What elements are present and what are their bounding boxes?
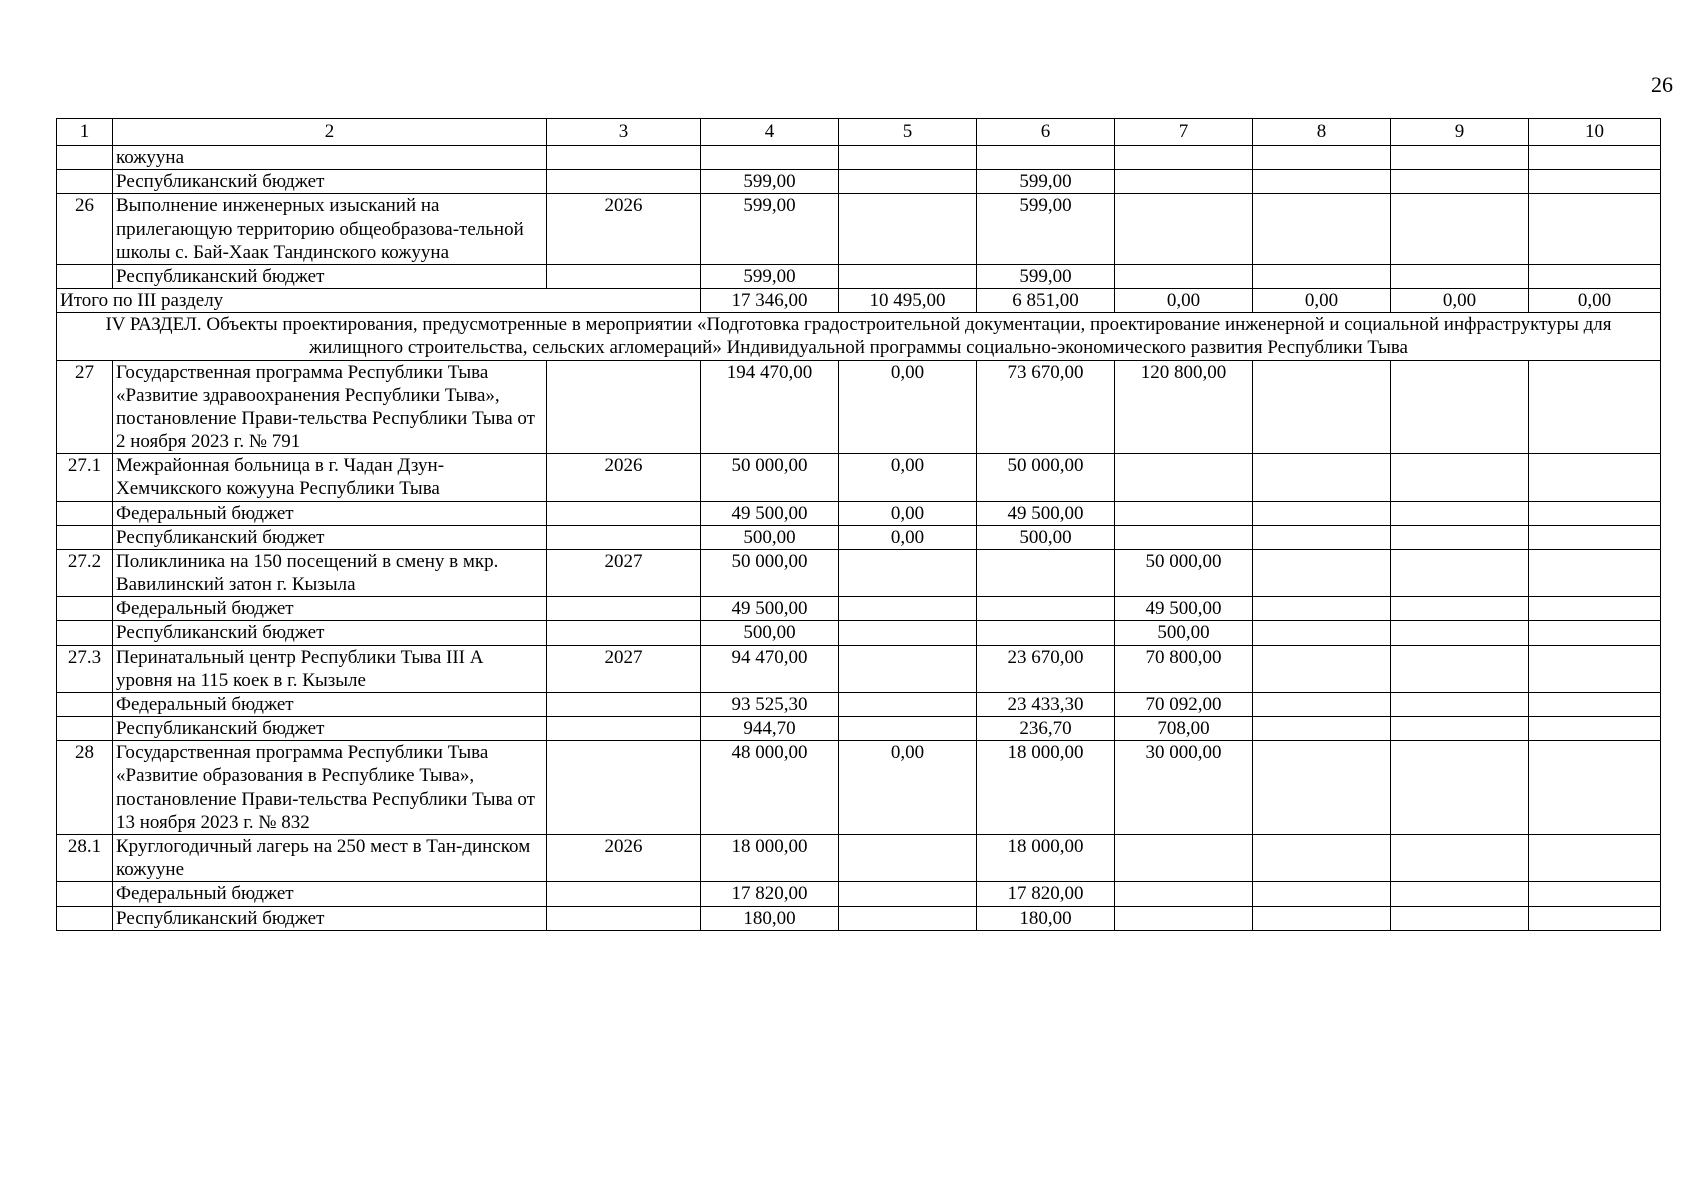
cell-c8 — [1253, 717, 1391, 741]
cell-c10 — [1529, 360, 1661, 454]
cell-year — [547, 501, 701, 525]
cell-c8 — [1253, 645, 1391, 692]
cell-c7: 30 000,00 — [1115, 741, 1253, 835]
cell-c7 — [1115, 882, 1253, 906]
cell-c10 — [1529, 194, 1661, 265]
section-title: IV РАЗДЕЛ. Объекты проектирования, предусмотренные в мероприятии «Подготовка градостроительной документации, проектирование инженерной и социальной инфраструктуры для жилищного строительства, сельских агломераций» Индивидуальной программы социально-экономического развития Республики Тыва — [57, 313, 1661, 360]
cell-c9 — [1391, 146, 1529, 170]
cell-name: Республиканский бюджет — [113, 264, 547, 288]
cell-c8 — [1253, 194, 1391, 265]
cell-c8 — [1253, 170, 1391, 194]
cell-c5 — [839, 194, 977, 265]
cell-year — [547, 906, 701, 930]
section-4-body — [57, 360, 1661, 930]
cell-c6: 23 433,30 — [977, 692, 1115, 716]
cell-c5: 0,00 — [839, 525, 977, 549]
cell-year: 2026 — [547, 194, 701, 265]
cell-c5 — [839, 834, 977, 881]
cell-year: 2026 — [547, 454, 701, 501]
column-header: 6 — [977, 119, 1115, 146]
table-row — [57, 360, 1661, 454]
cell-c9 — [1391, 645, 1529, 692]
total-cell: 10 495,00 — [839, 289, 977, 313]
table-row — [57, 264, 1661, 288]
cell-c8 — [1253, 741, 1391, 835]
cell-c9 — [1391, 454, 1529, 501]
cell-nr — [57, 882, 113, 906]
cell-name: Федеральный бюджет — [113, 501, 547, 525]
cell-c7 — [1115, 834, 1253, 881]
cell-c5 — [839, 170, 977, 194]
section-title-row — [57, 313, 1661, 360]
cell-year: 2026 — [547, 834, 701, 881]
cell-year — [547, 741, 701, 835]
cell-c7: 500,00 — [1115, 621, 1253, 645]
cell-c8 — [1253, 597, 1391, 621]
table-row — [57, 906, 1661, 930]
total-row — [57, 289, 1661, 313]
cell-c9 — [1391, 525, 1529, 549]
cell-c4: 599,00 — [701, 194, 839, 265]
cell-c4: 94 470,00 — [701, 645, 839, 692]
cell-c4: 17 820,00 — [701, 882, 839, 906]
table-row — [57, 717, 1661, 741]
cell-c10 — [1529, 717, 1661, 741]
cell-c10 — [1529, 264, 1661, 288]
cell-name: Федеральный бюджет — [113, 597, 547, 621]
cell-c4: 50 000,00 — [701, 549, 839, 596]
cell-c6: 50 000,00 — [977, 454, 1115, 501]
cell-c4 — [701, 146, 839, 170]
cell-name: Федеральный бюджет — [113, 882, 547, 906]
cell-c10 — [1529, 741, 1661, 835]
cell-c7 — [1115, 194, 1253, 265]
cell-year — [547, 692, 701, 716]
cell-c10 — [1529, 170, 1661, 194]
cell-c9 — [1391, 194, 1529, 265]
cell-year — [547, 264, 701, 288]
total-section — [57, 289, 1661, 361]
table-row — [57, 146, 1661, 170]
cell-nr — [57, 525, 113, 549]
cell-nr: 27 — [57, 360, 113, 454]
cell-nr — [57, 621, 113, 645]
cell-year — [547, 170, 701, 194]
total-label: Итого по III разделу — [57, 289, 701, 313]
cell-c4: 599,00 — [701, 170, 839, 194]
cell-nr — [57, 717, 113, 741]
cell-c7: 120 800,00 — [1115, 360, 1253, 454]
cell-c10 — [1529, 834, 1661, 881]
cell-c6: 18 000,00 — [977, 741, 1115, 835]
cell-c7: 708,00 — [1115, 717, 1253, 741]
cell-c7 — [1115, 454, 1253, 501]
cell-c10 — [1529, 645, 1661, 692]
cell-c9 — [1391, 621, 1529, 645]
column-header: 5 — [839, 119, 977, 146]
cell-nr — [57, 170, 113, 194]
table-row — [57, 645, 1661, 692]
total-cell: 0,00 — [1253, 289, 1391, 313]
cell-c7 — [1115, 501, 1253, 525]
cell-c6: 236,70 — [977, 717, 1115, 741]
cell-c10 — [1529, 597, 1661, 621]
cell-name: Межрайонная больница в г. Чадан Дзун-Хемчикского кожууна Республики Тыва — [113, 454, 547, 501]
cell-c5 — [839, 645, 977, 692]
cell-c4: 500,00 — [701, 525, 839, 549]
cell-name: Республиканский бюджет — [113, 525, 547, 549]
cell-c4: 18 000,00 — [701, 834, 839, 881]
table-row — [57, 882, 1661, 906]
cell-c4: 48 000,00 — [701, 741, 839, 835]
cell-c9 — [1391, 882, 1529, 906]
cell-c10 — [1529, 882, 1661, 906]
cell-c9 — [1391, 170, 1529, 194]
cell-nr — [57, 597, 113, 621]
cell-c10 — [1529, 525, 1661, 549]
cell-c9 — [1391, 549, 1529, 596]
cell-c5: 0,00 — [839, 360, 977, 454]
cell-c8 — [1253, 621, 1391, 645]
table-row — [57, 525, 1661, 549]
cell-name: Государственная программа Республики Тыва «Развитие образования в Республике Тыва», постановление Прави-тельства Республики Тыва от 13 ноября 2023 г. № 832 — [113, 741, 547, 835]
cell-c8 — [1253, 834, 1391, 881]
total-cell: 0,00 — [1529, 289, 1661, 313]
cell-c7 — [1115, 525, 1253, 549]
cell-c5: 0,00 — [839, 501, 977, 525]
cell-c6: 73 670,00 — [977, 360, 1115, 454]
cell-c8 — [1253, 501, 1391, 525]
cell-c5 — [839, 906, 977, 930]
cell-c10 — [1529, 692, 1661, 716]
cell-c10 — [1529, 549, 1661, 596]
cell-c4: 599,00 — [701, 264, 839, 288]
cell-c7 — [1115, 264, 1253, 288]
cell-c9 — [1391, 692, 1529, 716]
cell-c10 — [1529, 146, 1661, 170]
total-cell: 6 851,00 — [977, 289, 1115, 313]
cell-c6: 599,00 — [977, 194, 1115, 265]
table-row — [57, 621, 1661, 645]
table-row — [57, 549, 1661, 596]
cell-c6: 49 500,00 — [977, 501, 1115, 525]
cell-c10 — [1529, 621, 1661, 645]
column-header: 1 — [57, 119, 113, 146]
column-header: 4 — [701, 119, 839, 146]
column-header: 7 — [1115, 119, 1253, 146]
cell-c9 — [1391, 906, 1529, 930]
cell-year — [547, 621, 701, 645]
cell-year — [547, 525, 701, 549]
cell-c10 — [1529, 501, 1661, 525]
cell-c5 — [839, 717, 977, 741]
total-cell: 0,00 — [1115, 289, 1253, 313]
cell-c7 — [1115, 146, 1253, 170]
cell-nr: 28 — [57, 741, 113, 835]
cell-c8 — [1253, 882, 1391, 906]
cell-c5 — [839, 146, 977, 170]
table-row — [57, 454, 1661, 501]
cell-name: Федеральный бюджет — [113, 692, 547, 716]
page-number: 26 — [1651, 72, 1673, 97]
cell-c8 — [1253, 454, 1391, 501]
cell-c9 — [1391, 360, 1529, 454]
cell-name: Государственная программа Республики Тыва «Развитие здравоохранения Республики Тыва», постановление Прави-тельства Республики Тыва от 2 ноября 2023 г. № 791 — [113, 360, 547, 454]
cell-nr — [57, 692, 113, 716]
section-3-body — [57, 146, 1661, 289]
cell-c6: 500,00 — [977, 525, 1115, 549]
cell-c6: 18 000,00 — [977, 834, 1115, 881]
cell-c8 — [1253, 906, 1391, 930]
cell-year — [547, 717, 701, 741]
cell-c9 — [1391, 501, 1529, 525]
table-row — [57, 501, 1661, 525]
total-cell: 0,00 — [1391, 289, 1529, 313]
cell-c7 — [1115, 906, 1253, 930]
table-row — [57, 741, 1661, 835]
table-row — [57, 597, 1661, 621]
cell-c8 — [1253, 146, 1391, 170]
column-header: 8 — [1253, 119, 1391, 146]
cell-c5: 0,00 — [839, 454, 977, 501]
cell-nr — [57, 146, 113, 170]
cell-c10 — [1529, 454, 1661, 501]
cell-c4: 93 525,30 — [701, 692, 839, 716]
cell-c6: 17 820,00 — [977, 882, 1115, 906]
cell-c5 — [839, 264, 977, 288]
column-header: 3 — [547, 119, 701, 146]
cell-c4: 49 500,00 — [701, 501, 839, 525]
cell-c6 — [977, 621, 1115, 645]
cell-c8 — [1253, 549, 1391, 596]
cell-nr: 27.2 — [57, 549, 113, 596]
cell-c7: 70 800,00 — [1115, 645, 1253, 692]
cell-c4: 500,00 — [701, 621, 839, 645]
cell-nr — [57, 906, 113, 930]
cell-nr: 27.1 — [57, 454, 113, 501]
cell-c8 — [1253, 264, 1391, 288]
cell-c5 — [839, 549, 977, 596]
column-header: 9 — [1391, 119, 1529, 146]
cell-c7: 70 092,00 — [1115, 692, 1253, 716]
column-header: 2 — [113, 119, 547, 146]
cell-c5 — [839, 597, 977, 621]
cell-year: 2027 — [547, 645, 701, 692]
cell-c4: 180,00 — [701, 906, 839, 930]
total-cell: 17 346,00 — [701, 289, 839, 313]
cell-c6: 599,00 — [977, 170, 1115, 194]
cell-c9 — [1391, 264, 1529, 288]
cell-c8 — [1253, 525, 1391, 549]
cell-name: кожууна — [113, 146, 547, 170]
cell-c10 — [1529, 906, 1661, 930]
table-row — [57, 834, 1661, 881]
cell-c7: 49 500,00 — [1115, 597, 1253, 621]
cell-year — [547, 146, 701, 170]
table-row — [57, 692, 1661, 716]
cell-c4: 49 500,00 — [701, 597, 839, 621]
cell-c5 — [839, 692, 977, 716]
cell-name: Республиканский бюджет — [113, 170, 547, 194]
budget-table — [56, 118, 1661, 931]
cell-c9 — [1391, 597, 1529, 621]
cell-c5: 0,00 — [839, 741, 977, 835]
cell-c7 — [1115, 170, 1253, 194]
cell-c4: 944,70 — [701, 717, 839, 741]
column-header: 10 — [1529, 119, 1661, 146]
cell-c6: 23 670,00 — [977, 645, 1115, 692]
cell-nr — [57, 501, 113, 525]
table-row — [57, 194, 1661, 265]
cell-year — [547, 597, 701, 621]
cell-nr: 26 — [57, 194, 113, 265]
cell-name: Республиканский бюджет — [113, 906, 547, 930]
cell-name: Выполнение инженерных изысканий на прилегающую территорию общеобразова-тельной школы с. Бай-Хаак Тандинского кожууна — [113, 194, 547, 265]
cell-year — [547, 360, 701, 454]
cell-c5 — [839, 621, 977, 645]
cell-name: Круглогодичный лагерь на 250 мест в Тан-динском кожууне — [113, 834, 547, 881]
table-row — [57, 170, 1661, 194]
cell-c9 — [1391, 717, 1529, 741]
cell-c6: 599,00 — [977, 264, 1115, 288]
cell-c6 — [977, 146, 1115, 170]
cell-name: Поликлиника на 150 посещений в смену в мкр. Вавилинский затон г. Кызыла — [113, 549, 547, 596]
cell-nr: 28.1 — [57, 834, 113, 881]
cell-c8 — [1253, 360, 1391, 454]
cell-c4: 194 470,00 — [701, 360, 839, 454]
cell-c6 — [977, 549, 1115, 596]
cell-year — [547, 882, 701, 906]
cell-c4: 50 000,00 — [701, 454, 839, 501]
cell-c5 — [839, 882, 977, 906]
cell-c7: 50 000,00 — [1115, 549, 1253, 596]
cell-year: 2027 — [547, 549, 701, 596]
cell-name: Республиканский бюджет — [113, 621, 547, 645]
column-number-row — [57, 119, 1661, 146]
cell-nr: 27.3 — [57, 645, 113, 692]
cell-c8 — [1253, 692, 1391, 716]
cell-name: Перинатальный центр Республики Тыва III А уровня на 115 коек в г. Кызыле — [113, 645, 547, 692]
cell-c9 — [1391, 834, 1529, 881]
cell-name: Республиканский бюджет — [113, 717, 547, 741]
cell-c9 — [1391, 741, 1529, 835]
cell-c6 — [977, 597, 1115, 621]
cell-c6: 180,00 — [977, 906, 1115, 930]
cell-nr — [57, 264, 113, 288]
